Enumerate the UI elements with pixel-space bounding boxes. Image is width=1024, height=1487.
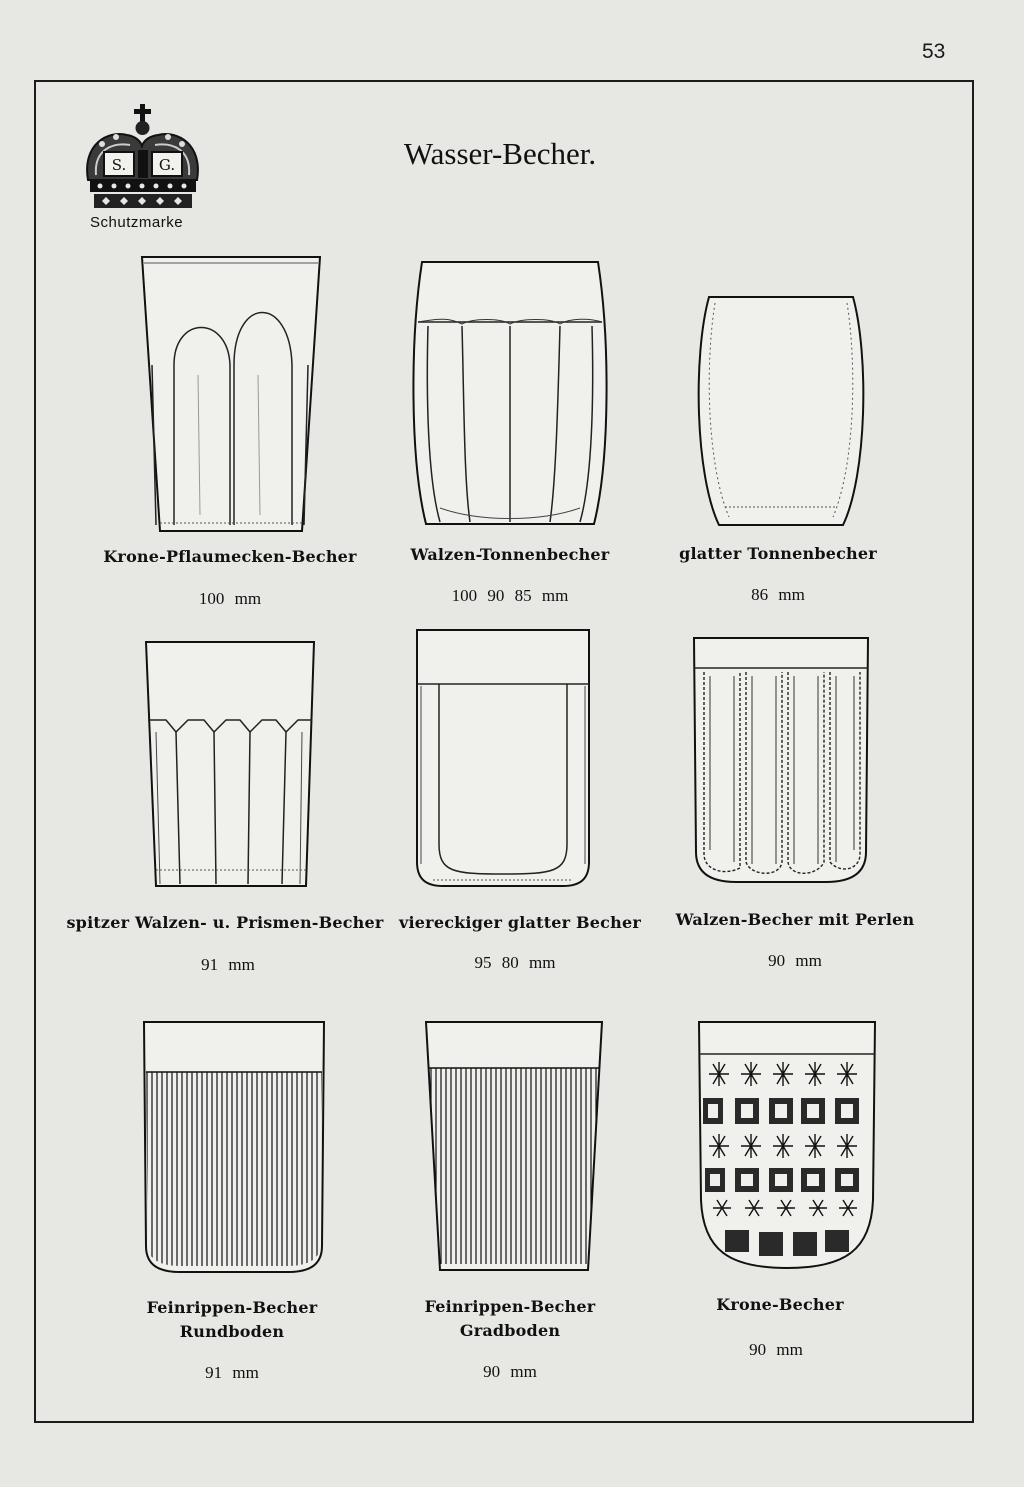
item-name-9: Krone-Becher xyxy=(716,1295,844,1314)
trademark-logo xyxy=(82,100,207,240)
item-name-6: Walzen-Becher mit Perlen xyxy=(675,910,915,929)
item-size-2: 100 90 85 mm xyxy=(451,586,569,605)
crown-icon xyxy=(82,100,207,215)
item-size-3: 86 mm xyxy=(751,585,805,604)
item-name-5: viereckiger glatter Becher xyxy=(399,913,641,932)
item-name-8: Feinrippen-Becher xyxy=(424,1297,596,1316)
item-name-4: spitzer Walzen- u. Prismen-Becher xyxy=(66,913,384,932)
glass-illustration-perlen xyxy=(690,636,872,886)
item-name-3: glatter Tonnenbecher xyxy=(679,544,877,563)
trademark-initial-g: G. xyxy=(158,156,176,174)
glass-illustration-feinrippen-rund xyxy=(140,1020,328,1276)
glass-illustration-glatter-tonnen xyxy=(695,295,867,529)
item-size-9: 90 mm xyxy=(749,1340,803,1359)
trademark-label: Schutzmarke xyxy=(90,214,184,231)
item-name-7-line2: Rundboden xyxy=(179,1322,285,1341)
item-size-5: 95 80 mm xyxy=(474,953,556,972)
item-size-7: 91 mm xyxy=(205,1363,259,1382)
item-name-2: Walzen-Tonnenbecher xyxy=(410,545,610,564)
item-size-1: 100 mm xyxy=(198,589,262,608)
item-name-1: Krone-Pflaumecken-Becher xyxy=(103,547,357,566)
page-title: Wasser-Becher. xyxy=(403,136,597,171)
glass-illustration-feinrippen-grad xyxy=(424,1020,604,1274)
item-size-4: 91 mm xyxy=(201,955,255,974)
item-size-6: 90 mm xyxy=(768,951,822,970)
page-number: 53 xyxy=(922,40,946,63)
trademark-initial-s: S. xyxy=(111,156,127,174)
item-size-8: 90 mm xyxy=(483,1362,537,1381)
glass-illustration-pflaumecken xyxy=(138,255,324,535)
glass-illustration-krone xyxy=(695,1020,879,1272)
glass-illustration-viereckig xyxy=(413,628,593,888)
glass-illustration-walzen-tonnen xyxy=(410,260,610,532)
item-name-7: Feinrippen-Becher xyxy=(146,1298,318,1317)
item-name-8-line2: Gradboden xyxy=(459,1321,561,1340)
glass-illustration-prismen xyxy=(142,640,318,890)
